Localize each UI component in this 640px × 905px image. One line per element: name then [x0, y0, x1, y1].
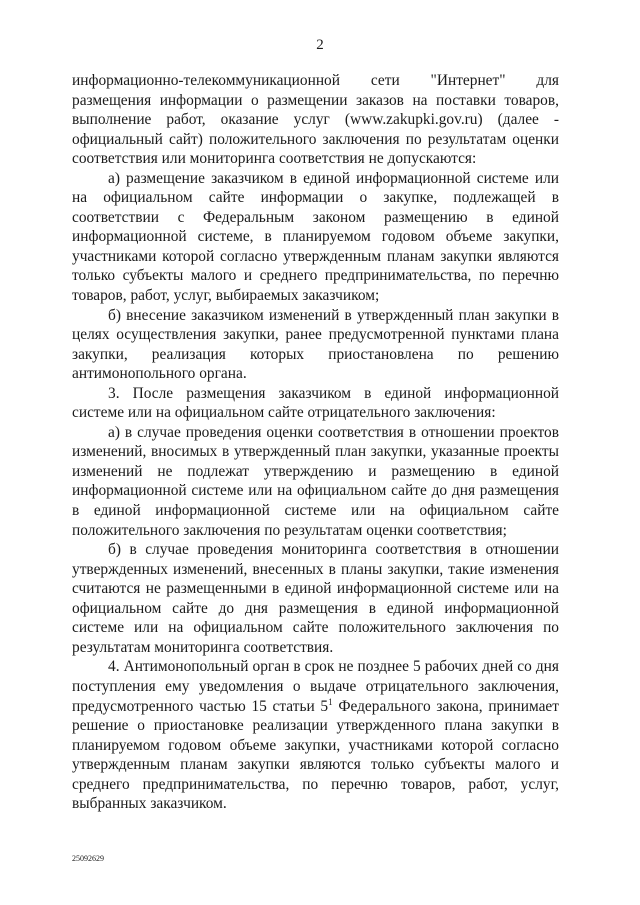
section-4-text-before: 4. Антимонопольный орган в срок не позднее 5 рабочих дней со дня поступления ему уведомления о выдаче отрицательного заключения, предусмотренного частью 15 статьи 5	[72, 658, 559, 715]
paragraph-continuation: информационно-телекоммуникационной сети "Интернет" для размещения информации о размещении заказов на поставки товаров, выполнение работ, оказание услуг (www.zakupki.gov.ru) (далее - официальный сайт) положительного заключения по результатам оценки соответствия или мониторинга соответствия не допускаются:	[72, 72, 559, 168]
document-code: 25092629	[72, 854, 104, 863]
paragraph-section-3-item-b: б) в случае проведения мониторинга соответствия в отношении утвержденных изменений, внесенных в планы закупки, такие изменения считаются не размещенными в единой информационной системе или на официальном сайте до дня размещения в единой информационной системе или на официальном сайте положительного заключения по результатам мониторинга соответствия.	[72, 541, 559, 656]
document-body	[72, 71, 559, 814]
section-4-text-after: Федерального закона, принимает решение о приостановке реализации утвержденного плана закупки в планируемом годовом объеме закупки, участниками которой согласно утвержденным планам закупки являются только субъекты малого и среднего предпринимательства, по перечню товаров, работ, услуг, выбранных заказчиком.	[72, 697, 559, 813]
paragraph-section-4	[72, 657, 559, 813]
page-number: 2	[316, 37, 324, 53]
paragraph-section-3-item-a: а) в случае проведения оценки соответствия в отношении проектов изменений, вносимых в утвержденный план закупки, указанные проекты изменений не подлежат утверждению и размещению в единой информационной системе или на официальном сайте до дня размещения в единой информационной системе или на официальном сайте положительного заключения по результатам оценки соответствия;	[72, 423, 559, 539]
article-superscript: 1	[328, 696, 333, 707]
paragraph-item-b: б) внесение заказчиком изменений в утвержденный план закупки в целях осуществления закупки, ранее предусмотренной пунктами плана закупки, реализация которых приостановлена по решению антимонопольного органа.	[72, 306, 559, 383]
paragraph-item-a: а) размещение заказчиком в единой информационной системе или на официальном сайте информации о закупке, подлежащей в соответствии с Федеральным законом размещению в единой информационной системе, в планируемом годовом объеме закупки, участниками которой согласно утвержденным планам закупки являются только субъекты малого и среднего предпринимательства, по перечню товаров, работ, услуг, выбираемых заказчиком;	[72, 169, 559, 305]
paragraph-section-3: 3. После размещения заказчиком в единой информационной системе или на официальном сайте отрицательного заключения:	[72, 384, 559, 422]
